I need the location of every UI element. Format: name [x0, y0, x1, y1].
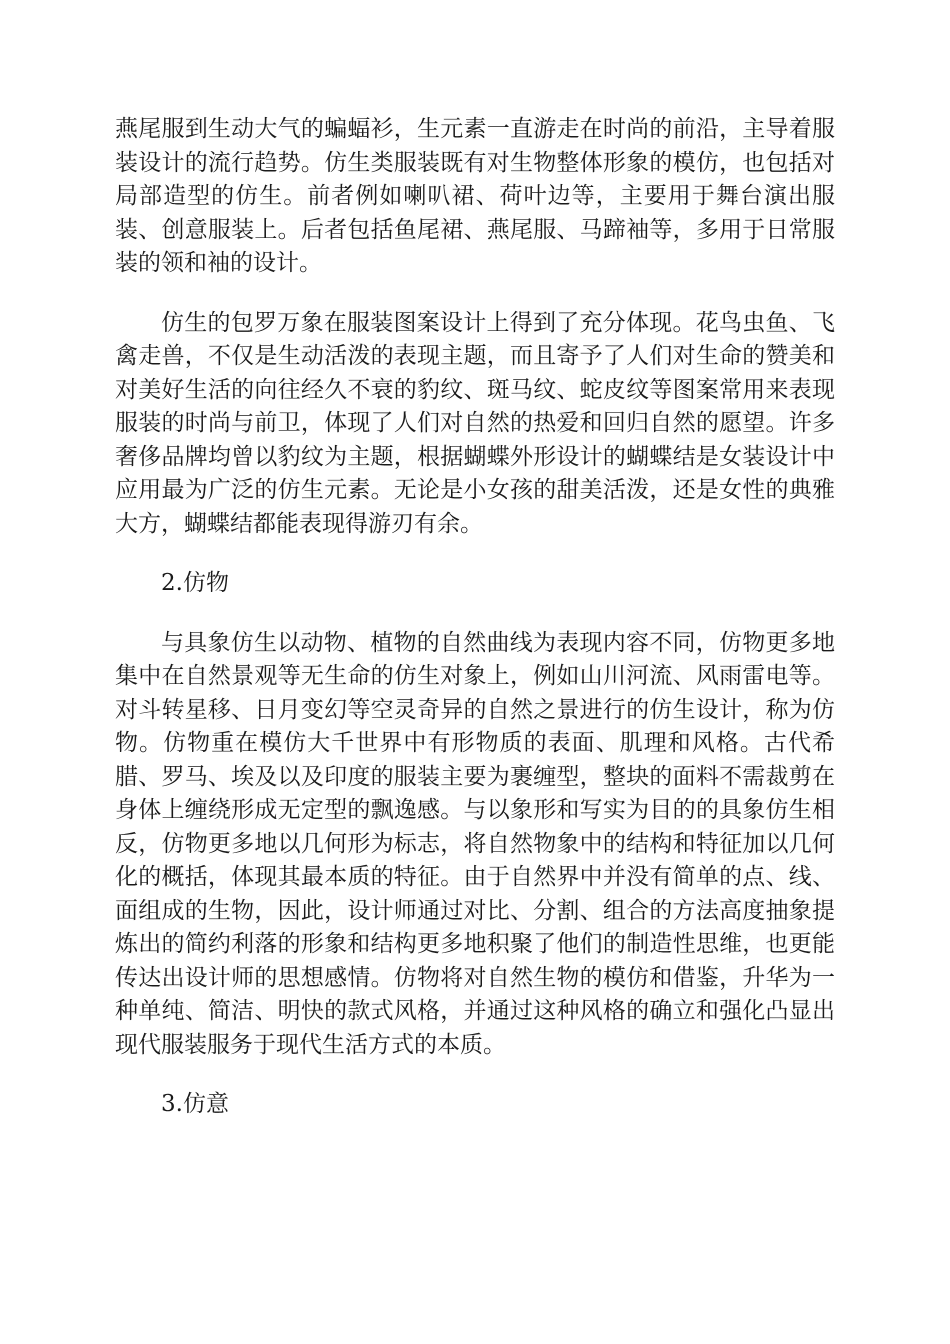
section-heading-imitating-objects: 2.仿物 [161, 570, 229, 596]
paragraph-bionic-patterns: 仿生的包罗万象在服装图案设计上得到了充分体现。花鸟虫鱼、飞禽走兽，不仅是生动活泼的表现主题，而且寄予了人们对生命的赞美和对美好生活的向往经久不衰的豹纹、斑马纹、蛇皮纹等图案常用来表现服装的时尚与前卫，体现了人们对自然的热爱和回归自然的愿望。许多奢侈品牌均曾以豹纹为主题，根据蝴蝶外形设计的蝴蝶结是女装设计中应用最为广泛的仿生元素。无论是小女孩的甜美活泼，还是女性的典雅大方，蝴蝶结都能表现得游刃有余。 [115, 309, 835, 537]
paragraph-continuation: 燕尾服到生动大气的蝙蝠衫，生元素一直游走在时尚的前沿，主导着服装设计的流行趋势。仿生类服装既有对生物整体形象的模仿，也包括对局部造型的仿生。前者例如喇叭裙、荷叶边等，主要用于舞台演出服装、创意服装上。后者包括鱼尾裙、燕尾服、马蹄袖等，多用于日常服装的领和袖的设计。 [115, 116, 835, 276]
section-heading-imitating-meaning: 3.仿意 [161, 1091, 229, 1117]
paragraph-imitating-objects: 与具象仿生以动物、植物的自然曲线为表现内容不同，仿物更多地集中在自然景观等无生命的仿生对象上，例如山川河流、风雨雷电等。对斗转星移、日月变幻等空灵奇异的自然之景进行的仿生设计，称为仿物。仿物重在模仿大千世界中有形物质的表面、肌理和风格。古代希腊、罗马、埃及以及印度的服装主要为裹缠型，整块的面料不需裁剪在身体上缠绕形成无定型的飘逸感。与以象形和写实为目的的具象仿生相反，仿物更多地以几何形为标志，将自然物象中的结构和特征加以几何化的概括，体现其最本质的特征。由于自然界中并没有简单的点、线、面组成的生物，因此，设计师通过对比、分割、组合的方法高度抽象提炼出的简约利落的形象和结构更多地积聚了他们的制造性思维，也更能传达出设计师的思想感情。仿物将对自然生物的模仿和借鉴，升华为一种单纯、简洁、明快的款式风格，并通过这种风格的确立和强化凸显出现代服装服务于现代生活方式的本质。 [115, 629, 835, 1058]
document-body [115, 113, 835, 1148]
